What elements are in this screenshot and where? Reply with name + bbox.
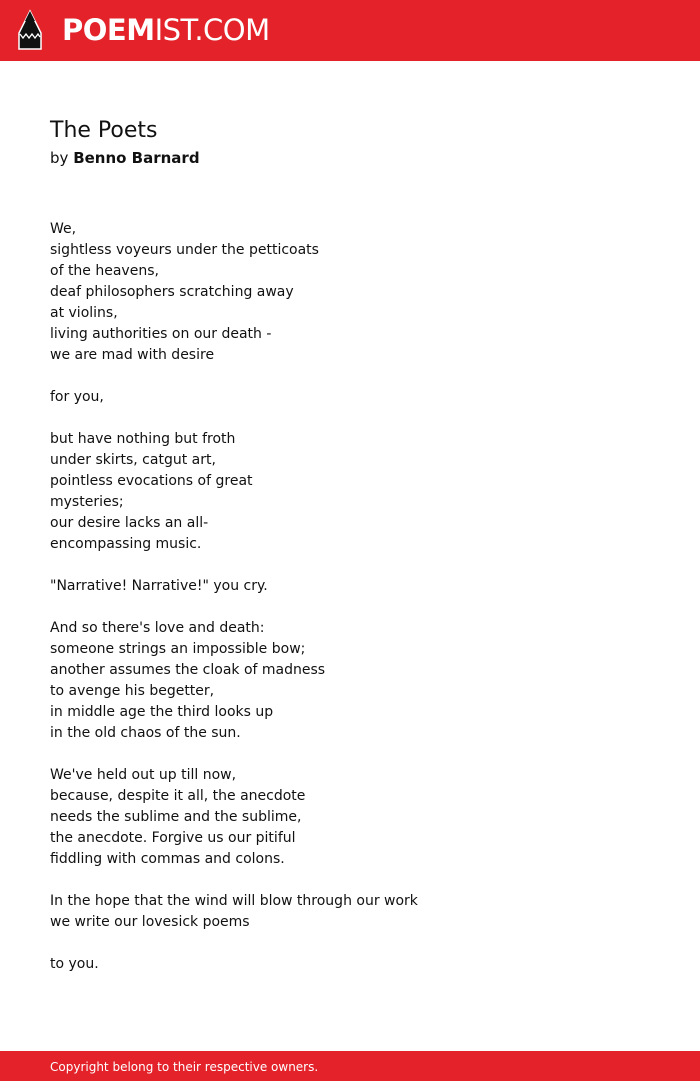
poem-line: fiddling with commas and colons. xyxy=(50,851,285,867)
site-footer xyxy=(0,1051,700,1081)
stanza-break xyxy=(50,597,650,618)
poem-line: but have nothing but froth xyxy=(50,431,236,447)
poem-line: the anecdote. Forgive us our pitiful xyxy=(50,830,296,846)
poem-line: pointless evocations of great xyxy=(50,473,253,489)
site-header xyxy=(0,0,700,61)
poem-body xyxy=(50,219,650,975)
poem-line: needs the sublime and the sublime, xyxy=(50,809,302,825)
poem-line: at violins, xyxy=(50,305,118,321)
poem-line: someone strings an impossible bow; xyxy=(50,641,306,657)
poem-line: of the heavens, xyxy=(50,263,159,279)
stanza-break xyxy=(50,744,650,765)
byline xyxy=(50,148,200,169)
poem-line: we write our lovesick poems xyxy=(50,914,250,930)
stanza-break xyxy=(50,870,650,891)
copyright-notice: Copyright belong to their respective owners. xyxy=(50,1060,319,1074)
poem-line: mysteries; xyxy=(50,494,124,510)
stanza-break xyxy=(50,555,650,576)
poem-line: deaf philosophers scratching away xyxy=(50,284,294,300)
poem-line: sightless voyeurs under the petticoats xyxy=(50,242,319,258)
logo-name-bold: POEM xyxy=(62,13,155,47)
site-logo[interactable] xyxy=(62,12,270,48)
poem-line: living authorities on our death - xyxy=(50,326,272,342)
poem-title: The Poets xyxy=(50,118,158,143)
poem-line: And so there's love and death: xyxy=(50,620,265,636)
poem-line: encompassing music. xyxy=(50,536,202,552)
poem-line: We've held out up till now, xyxy=(50,767,237,783)
poem-line: our desire lacks an all- xyxy=(50,515,209,531)
poem-line: We, xyxy=(50,221,77,237)
pencil-tip-icon xyxy=(17,9,43,51)
poem-line: In the hope that the wind will blow through our work xyxy=(50,893,418,909)
poem-line: "Narrative! Narrative!" you cry. xyxy=(50,578,268,594)
stanza-break xyxy=(50,408,650,429)
poem-line: under skirts, catgut art, xyxy=(50,452,216,468)
stanza-break xyxy=(50,933,650,954)
poem-line: another assumes the cloak of madness xyxy=(50,662,326,678)
stanza-break xyxy=(50,366,650,387)
by-label: by xyxy=(50,149,69,167)
poem-line: in middle age the third looks up xyxy=(50,704,274,720)
poem-line: for you, xyxy=(50,389,104,405)
poem-line: we are mad with desire xyxy=(50,347,215,363)
logo-name-light: IST.COM xyxy=(154,13,270,47)
poem-line: because, despite it all, the anecdote xyxy=(50,788,306,804)
author-name: Benno Barnard xyxy=(73,149,200,167)
poem-line: in the old chaos of the sun. xyxy=(50,725,241,741)
poem-line: to avenge his begetter, xyxy=(50,683,215,699)
poem-line: to you. xyxy=(50,956,99,972)
